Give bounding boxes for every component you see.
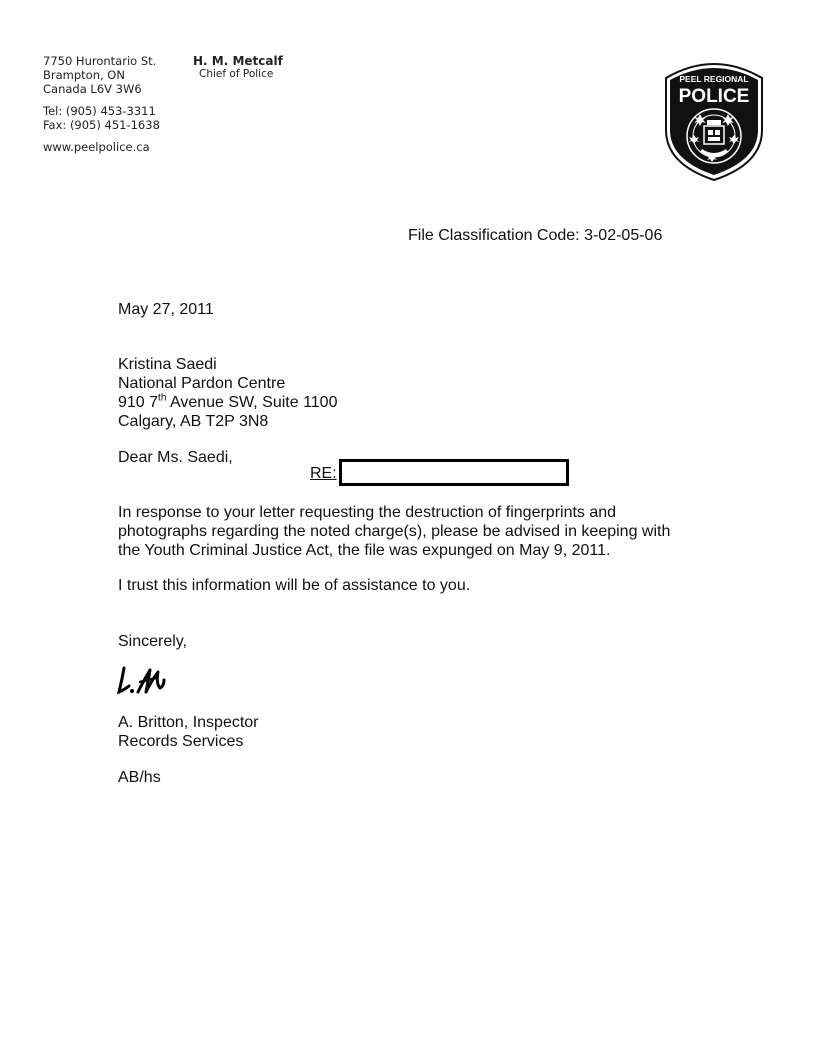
website: www.peelpolice.ca [43, 140, 150, 154]
address-line-postal: Canada L6V 3W6 [43, 82, 142, 96]
handwritten-signature [116, 664, 168, 698]
redacted-re-box [339, 459, 569, 486]
crest-line2: POLICE [678, 86, 750, 107]
signer-department: Records Services [118, 733, 244, 750]
re-label: RE: [310, 465, 337, 482]
body-line: photographs regarding the noted charge(s), please be advised in keeping with [118, 523, 671, 540]
fax: Fax: (905) 451-1638 [43, 118, 160, 132]
telephone: Tel: (905) 453-3311 [43, 104, 156, 118]
recipient-organization: National Pardon Centre [118, 375, 286, 392]
letter-date: May 27, 2011 [118, 301, 214, 318]
signer-block [118, 713, 259, 751]
typist-initials: AB/hs [118, 769, 161, 786]
recipient-city: Calgary, AB T2P 3N8 [118, 413, 269, 430]
file-classification-code: File Classification Code: 3-02-05-06 [408, 227, 663, 244]
recipient-street [118, 393, 337, 412]
address-line-street: 7750 Hurontario St. [43, 54, 157, 68]
letterhead-address [43, 54, 160, 154]
chief-title: Chief of Police [199, 68, 274, 80]
trust-line: I trust this information will be of assistance to you. [118, 577, 471, 594]
recipient-address [118, 355, 337, 431]
signer-name: A. Britton, Inspector [118, 714, 259, 731]
closing: Sincerely, [118, 633, 188, 650]
chief-name: H. M. Metcalf [193, 54, 283, 68]
street-ordinal: th [158, 392, 167, 404]
police-crest-logo [660, 56, 768, 182]
body-line: the Youth Criminal Justice Act, the file was expunged on May 9, 2011. [118, 542, 611, 559]
body-paragraph [118, 503, 670, 560]
address-line-city: Brampton, ON [43, 68, 125, 82]
crest-line1: PEEL REGIONAL [679, 74, 749, 84]
salutation: Dear Ms. Saedi, [118, 449, 233, 466]
recipient-name: Kristina Saedi [118, 356, 217, 373]
body-line: In response to your letter requesting the destruction of fingerprints and [118, 504, 617, 521]
chief-block [193, 54, 283, 81]
street-number: 910 7 [118, 394, 159, 411]
street-rest: Avenue SW, Suite 1100 [166, 394, 338, 411]
